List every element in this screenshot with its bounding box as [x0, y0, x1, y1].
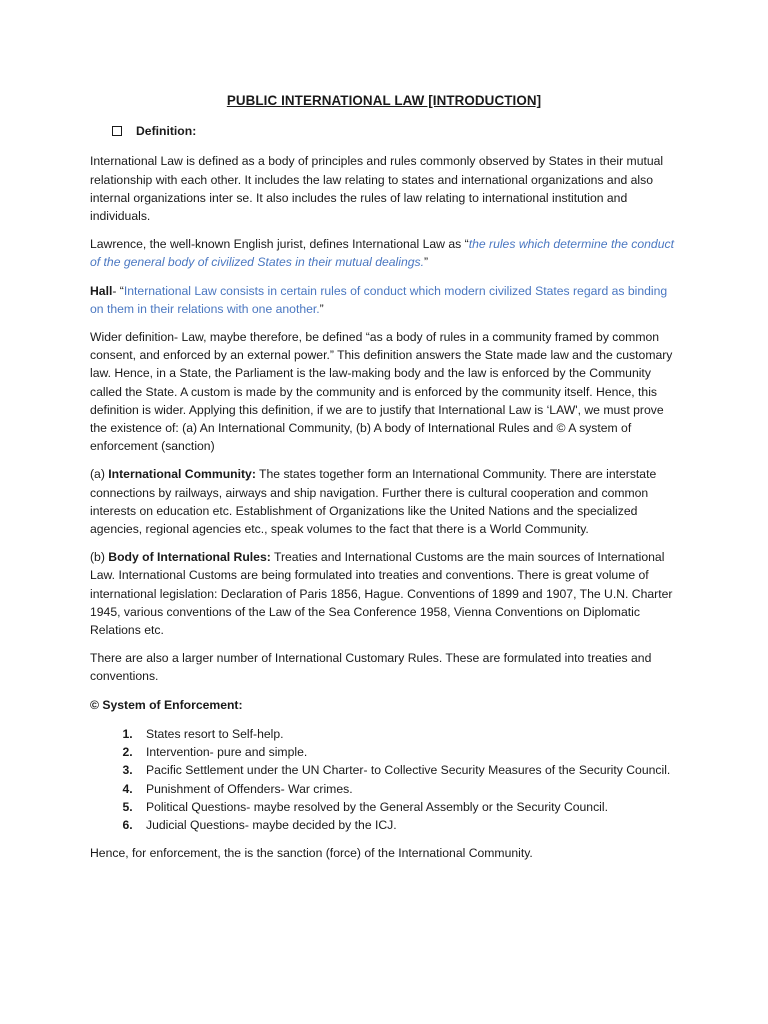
definition-heading: Definition: [136, 124, 197, 139]
hall-dash: - “ [112, 283, 124, 298]
community-paragraph [90, 465, 678, 538]
lawrence-close: ” [424, 255, 429, 270]
lawrence-quote: the rules which determine the conduct of the general body of civilized States in their mutual dealings. [90, 237, 674, 270]
customary-paragraph: There are also a larger number of International Customary Rules. These are formulated into treaties and conventions. [90, 651, 652, 684]
list-item: 2. Intervention- pure and simple. [136, 743, 678, 761]
hall-label: Hall [90, 283, 113, 298]
conclusion-paragraph: Hence, for enforcement, the is the sanction (force) of the International Community. [90, 846, 533, 861]
hall-quote: International Law consists in certain rules of conduct which modern civilized States regard as binding on them in their relations with one another. [90, 283, 668, 316]
rules-text: Treaties and International Customs are the main sources of International Law. International Customs are being formulated into treaties and conventions. There is great volume of international legislation: Declaration of Paris 1856, Hague. Conventions of 1899 and 1907, The U.N. Charter 1945, various conventions of the Law of the Sea Conference 1958, Vienna Conventions on Diplomatic Relations etc. [90, 550, 673, 638]
hall-close: ” [319, 301, 324, 316]
checkbox-bullet-icon [112, 126, 122, 136]
rules-paragraph [90, 548, 678, 639]
lawrence-paragraph [90, 235, 678, 271]
enforcement-heading: © System of Enforcement: [90, 697, 243, 712]
community-prefix: (a) [90, 467, 109, 482]
list-item: 3. Pacific Settlement under the UN Charter- to Collective Security Measures of the Security Council. [136, 761, 678, 779]
hall-paragraph [90, 282, 678, 318]
wider-definition-paragraph: Wider definition- Law, maybe therefore, be defined “as a body of rules in a community framed by common consent, and enforced by an external power.” This definition answers the State made law and the customary law. Hence, in a State, the Parliament is the law-making body and the law is enforced by the Community called the State. A custom is made by the community and is enforced by the community itself. Hence, this definition is wider. Applying this definition, if we are to justify that International Law is ‘LAW', we must prove the existence of: (a) An International Community, (b) A body of International Rules and © A system of enforcement (sanction) [90, 330, 673, 454]
rules-prefix: (b) [90, 550, 109, 565]
definition-paragraph: International Law is defined as a body of principles and rules commonly observed by States in their mutual relationship with each other. It includes the law relating to states and international organizations and also internal organizations inter se. It also includes the rules of law relating to international institution and individuals. [90, 154, 664, 224]
rules-label: Body of International Rules: [108, 550, 271, 565]
lawrence-intro: Lawrence, the well-known English jurist, defines International Law as “ [90, 237, 469, 252]
list-item: 1. States resort to Self-help. [136, 725, 678, 743]
community-text: The states together form an International Community. There are interstate connections by railways, airways and ship navigation. Further there is cultural cooperation and common interests on education etc. Establishment of Organizations like the United Nations and the specialized agencies, regional agencies etc., speak volumes to the fact that there is a World Community. [90, 467, 657, 537]
definition-heading-row [112, 122, 678, 140]
list-item: 4. Punishment of Offenders- War crimes. [136, 780, 678, 798]
list-item: 5. Political Questions- maybe resolved by the General Assembly or the Security Council. [136, 798, 678, 816]
enforcement-list [90, 725, 678, 834]
list-item: 6. Judicial Questions- maybe decided by the ICJ. [136, 816, 678, 834]
page-title: PUBLIC INTERNATIONAL LAW [INTRODUCTION] [226, 93, 542, 108]
community-label: International Community: [108, 467, 256, 482]
